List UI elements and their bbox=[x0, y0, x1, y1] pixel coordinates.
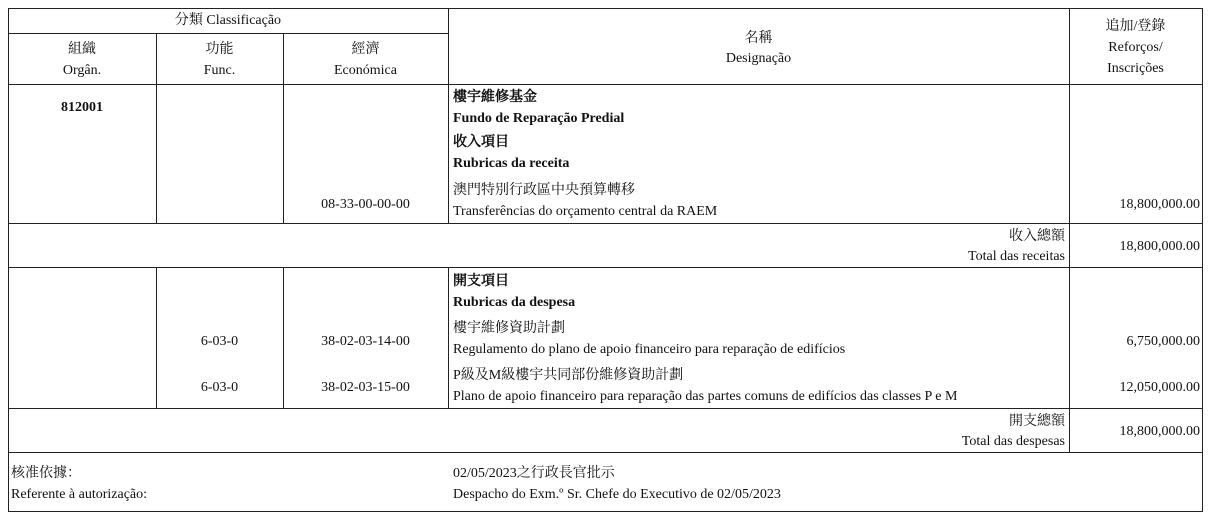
table-border-right bbox=[1202, 8, 1203, 511]
authorization-value-pt: Despacho do Exm.º Sr. Chefe do Executivo de 02/05/2023 bbox=[453, 487, 781, 502]
amount-header-pt-2: Inscrições bbox=[1107, 61, 1164, 76]
revenue-total-bottom bbox=[8, 267, 1203, 268]
expense-item-2-amount: 12,050,000.00 bbox=[1119, 380, 1200, 395]
revenue-item-amount: 18,800,000.00 bbox=[1119, 197, 1200, 212]
revenue-item-desc-pt: Transferências do orçamento central da RAEM bbox=[453, 204, 718, 219]
authorization-bottom bbox=[8, 511, 1203, 512]
func-header-pt: Func. bbox=[203, 63, 236, 78]
expense-item-1-func: 6-03-0 bbox=[200, 334, 239, 349]
expense-items-bottom bbox=[8, 408, 1203, 409]
expense-section-zh: 開支項目 bbox=[453, 274, 509, 289]
expense-item-2-desc-pt: Plano de apoio financeiro para reparação das partes comuns de edifícios das classes P e M bbox=[453, 389, 958, 404]
expense-total-pt: Total das despesas bbox=[961, 434, 1065, 449]
table-border-left bbox=[8, 8, 9, 511]
organ-header-zh: 組織 bbox=[68, 42, 96, 57]
classification-header: 分類 Classificação bbox=[174, 13, 282, 28]
amount-header-pt-1: Reforços/ bbox=[1108, 40, 1163, 55]
classification-divider bbox=[8, 33, 448, 34]
econ-header-pt: Económica bbox=[334, 63, 397, 78]
amount-header-zh: 追加/登錄 bbox=[1105, 19, 1166, 34]
revenue-total-zh: 收入總額 bbox=[1009, 229, 1065, 244]
expense-total-zh: 開支總額 bbox=[1009, 414, 1065, 429]
expense-item-1-desc-zh: 樓宇維修資助計劃 bbox=[453, 321, 565, 336]
organ-code: 812001 bbox=[61, 100, 103, 115]
authorization-label-pt: Referente à autorização: bbox=[11, 487, 148, 502]
revenue-section-pt: Rubricas da receita bbox=[453, 156, 570, 171]
organ-header-pt: Orgân. bbox=[62, 63, 102, 78]
expense-total-amount: 18,800,000.00 bbox=[1119, 424, 1200, 439]
expense-item-2-desc-zh: P級及M級樓宇共同部份維修資助計劃 bbox=[453, 368, 684, 383]
expense-item-1-desc-pt: Regulamento do plano de apoio financeiro para reparação de edifícios bbox=[453, 342, 846, 357]
classification-right-border-2 bbox=[448, 267, 449, 408]
fund-name-pt: Fundo de Reparação Predial bbox=[453, 111, 625, 126]
designation-header-zh: 名稱 bbox=[744, 31, 773, 46]
revenue-total-amount: 18,800,000.00 bbox=[1119, 239, 1200, 254]
revenue-items-bottom bbox=[8, 223, 1203, 224]
func-header-zh: 功能 bbox=[205, 42, 234, 57]
econ-header-zh: 經濟 bbox=[351, 42, 380, 57]
revenue-total-pt: Total das receitas bbox=[968, 249, 1065, 264]
revenue-item-desc-zh: 澳門特別行政區中央預算轉移 bbox=[453, 183, 635, 198]
revenue-section-zh: 收入項目 bbox=[453, 135, 509, 150]
expense-item-2-func: 6-03-0 bbox=[200, 380, 239, 395]
fund-name-zh: 樓宇維修基金 bbox=[453, 90, 537, 105]
expense-item-1-econ: 38-02-03-14-00 bbox=[321, 334, 410, 349]
expense-section-pt: Rubricas da despesa bbox=[453, 295, 576, 310]
expense-item-1-amount: 6,750,000.00 bbox=[1126, 334, 1200, 349]
authorization-label-zh: 核准依據： bbox=[11, 466, 81, 481]
designation-header-pt: Designação bbox=[725, 51, 792, 66]
expense-total-bottom bbox=[8, 452, 1203, 453]
authorization-value-zh: 02/05/2023之行政長官批示 bbox=[453, 466, 615, 481]
table-border-top bbox=[8, 8, 1203, 9]
expense-item-2-econ: 38-02-03-15-00 bbox=[321, 380, 410, 395]
header-bottom-border bbox=[8, 84, 1203, 85]
revenue-econ-code: 08-33-00-00-00 bbox=[321, 197, 410, 212]
